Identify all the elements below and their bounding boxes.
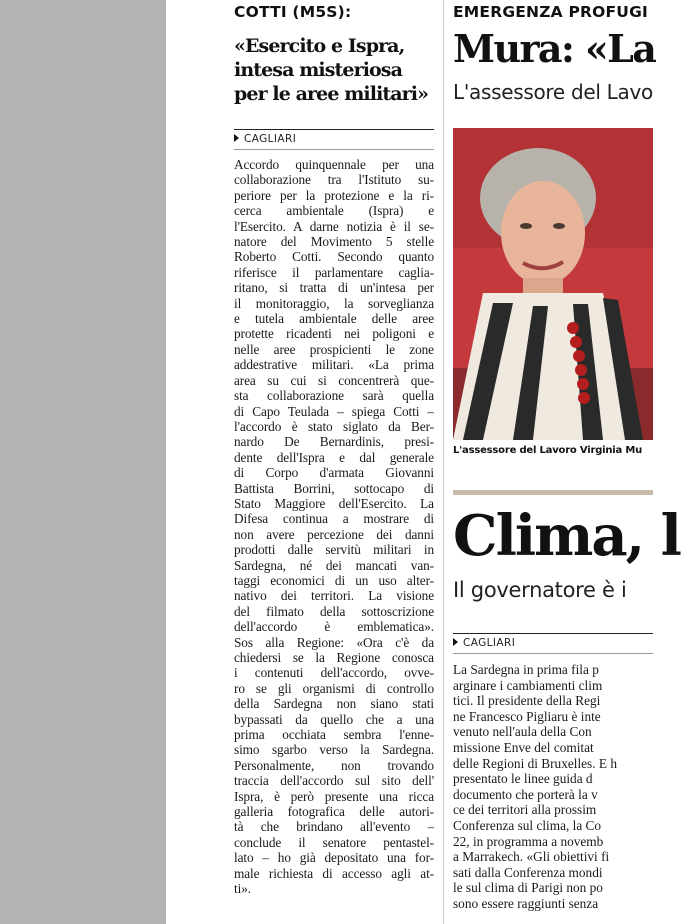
body-line: 22, in programma a novemb <box>453 833 604 849</box>
body-line: ce dei territori alla prossim <box>453 802 597 818</box>
body-line: della Sardegna non siano stati <box>234 696 434 712</box>
body-line: del filmato della sottoscrizione <box>234 603 434 619</box>
body-line: sati dalla Conferenza mondi <box>453 864 603 880</box>
section-rule <box>453 490 653 495</box>
body-line: ro se gli organismi di controllo <box>234 680 434 696</box>
body-line: ritano, si tratta di un'intesa per <box>234 280 434 296</box>
body-line: tici. Il presidente della Regi <box>453 693 601 709</box>
article-kicker: COTTI (M5S): <box>234 3 352 21</box>
body-line: addestrative militari. «La prima <box>234 357 434 373</box>
body-line: riferisce il parlamentare caglia- <box>234 264 434 280</box>
body-line: bypassati da quello che a una <box>234 711 434 727</box>
body-line: Sos alla Regione: «Ora c'è da <box>234 634 434 650</box>
dateline-rule <box>234 129 434 130</box>
body-line: dell'accordo è emblematica». <box>234 619 434 635</box>
body-line: l'Esercito. A darne notizia è il se- <box>234 218 434 234</box>
article-dateline <box>234 133 296 145</box>
portrait-photo <box>453 128 653 440</box>
body-line: ti». <box>234 881 251 897</box>
body-line: chiedersi se la Regione conosca <box>234 650 434 665</box>
body-line: documento che porterà la v <box>453 786 598 802</box>
body-line: Battista Borrini, sottocapo di <box>234 480 434 496</box>
body-line: periore per la protezione e la ri- <box>234 187 434 203</box>
body-line: conclude il senatore pentastel- <box>234 834 434 850</box>
body-line: e tutela ambientale delle aree <box>234 311 434 327</box>
body-line: missione Enve del comitat <box>453 739 594 755</box>
body-line: area su cui si concentrerà que- <box>234 372 434 388</box>
body-line: i contenuti dell'accordo, ovve- <box>234 665 434 681</box>
triangle-icon <box>453 638 458 646</box>
article-headline <box>234 34 434 106</box>
second-dateline-rule <box>453 633 653 634</box>
portrait-photo-illustration <box>453 128 653 440</box>
headline-line: intesa misteriosa <box>234 59 403 81</box>
photo-caption: L'assessore del Lavoro Virginia Mu <box>453 445 643 456</box>
body-line: nardo De Bernardinis, presi- <box>234 434 434 450</box>
column-divider <box>443 0 444 924</box>
body-line: il monitoraggio, la sorveglianza <box>234 295 434 311</box>
body-line: nelle aree prospicienti le zone <box>234 341 434 357</box>
body-line: Conferenza sul clima, la Co <box>453 817 602 833</box>
dateline-text: CAGLIARI <box>244 133 297 145</box>
body-line: collaborazione tra l'Istituto su- <box>234 172 434 188</box>
body-line: prima occhiata sembra l'enne- <box>234 727 434 743</box>
body-line: Accordo quinquennale per una <box>234 157 434 172</box>
body-line: Personalmente, non trovando <box>234 757 434 773</box>
dateline-text: CAGLIARI <box>463 637 516 649</box>
body-line: a Marrakech. «Gli obiettivi fi <box>453 849 610 865</box>
body-line: venuto nell'aula della Con <box>453 724 592 740</box>
body-line: traccia dell'accordo sul sito dell' <box>234 773 434 789</box>
second-dateline-underline <box>453 653 653 654</box>
body-line: Stato Maggiore dell'Esercito. La <box>234 495 434 511</box>
body-line: sta collaborazione sarà quella <box>234 388 434 404</box>
body-line: lato – ho già depositato una for- <box>234 850 434 866</box>
body-line: Difesa continua a mostrare di <box>234 511 434 527</box>
body-line: Ispra, è però presente una ricca <box>234 788 434 804</box>
second-dateline <box>453 637 515 649</box>
newspaper-page <box>166 0 680 924</box>
body-line: ne Francesco Pigliaru è inte <box>453 708 601 724</box>
right-kicker: EMERGENZA PROFUGI <box>453 3 648 21</box>
body-line: di Capo Teulada – spiega Cotti – <box>234 403 434 419</box>
body-line: galleria fotografica delle autori- <box>234 804 434 820</box>
body-line: natore del Movimento 5 stelle <box>234 234 434 250</box>
right-headline: Mura: «La <box>453 26 656 71</box>
body-line: taggi economici di un uso alter- <box>234 572 434 588</box>
body-line: tà che brindano all'evento – <box>234 819 434 835</box>
second-article-body <box>453 662 693 912</box>
body-line: non avere percezione dei danni <box>234 526 434 542</box>
article-body <box>234 157 434 897</box>
body-line: Roberto Cotti. Secondo quanto <box>234 249 434 265</box>
body-line: male richiesta di accesso agli at- <box>234 865 434 881</box>
body-line: arginare i cambiamenti clim <box>453 677 603 693</box>
body-line: le sul clima di Parigi non po <box>453 880 603 896</box>
body-line: prodotti dalle servitù militari in <box>234 542 434 558</box>
right-subhead: L'assessore del Lavo <box>453 80 653 104</box>
scan-margin <box>0 0 166 924</box>
body-line: presentato le linee guida d <box>453 771 593 787</box>
body-line: cerca ambientale (Ispra) e <box>234 203 434 219</box>
second-headline: Clima, l <box>453 503 680 569</box>
headline-line: «Esercito e Ispra, <box>234 35 405 57</box>
body-line: sono essere raggiunti senza <box>453 895 599 911</box>
body-line: La Sardegna in prima fila p <box>453 662 599 677</box>
triangle-icon <box>234 134 239 142</box>
body-line: protette ricadenti nei poligoni e <box>234 326 434 342</box>
second-subhead: Il governatore è i <box>453 578 627 602</box>
body-line: simo sgarbo verso la Sardegna. <box>234 742 434 758</box>
body-line: Sardegna, né dei mancati van- <box>234 557 434 573</box>
body-line: dente dell'Ispra e dal generale <box>234 449 434 465</box>
headline-line: per le aree militari» <box>234 83 429 105</box>
body-line: delle Regioni di Bruxelles. E h <box>453 755 617 771</box>
dateline-underline <box>234 149 434 150</box>
body-line: l'accordo è stato siglato da Ber- <box>234 418 434 434</box>
body-line: di Corpo d'armata Giovanni <box>234 465 434 481</box>
body-line: nativo dei territori. La visione <box>234 588 434 604</box>
